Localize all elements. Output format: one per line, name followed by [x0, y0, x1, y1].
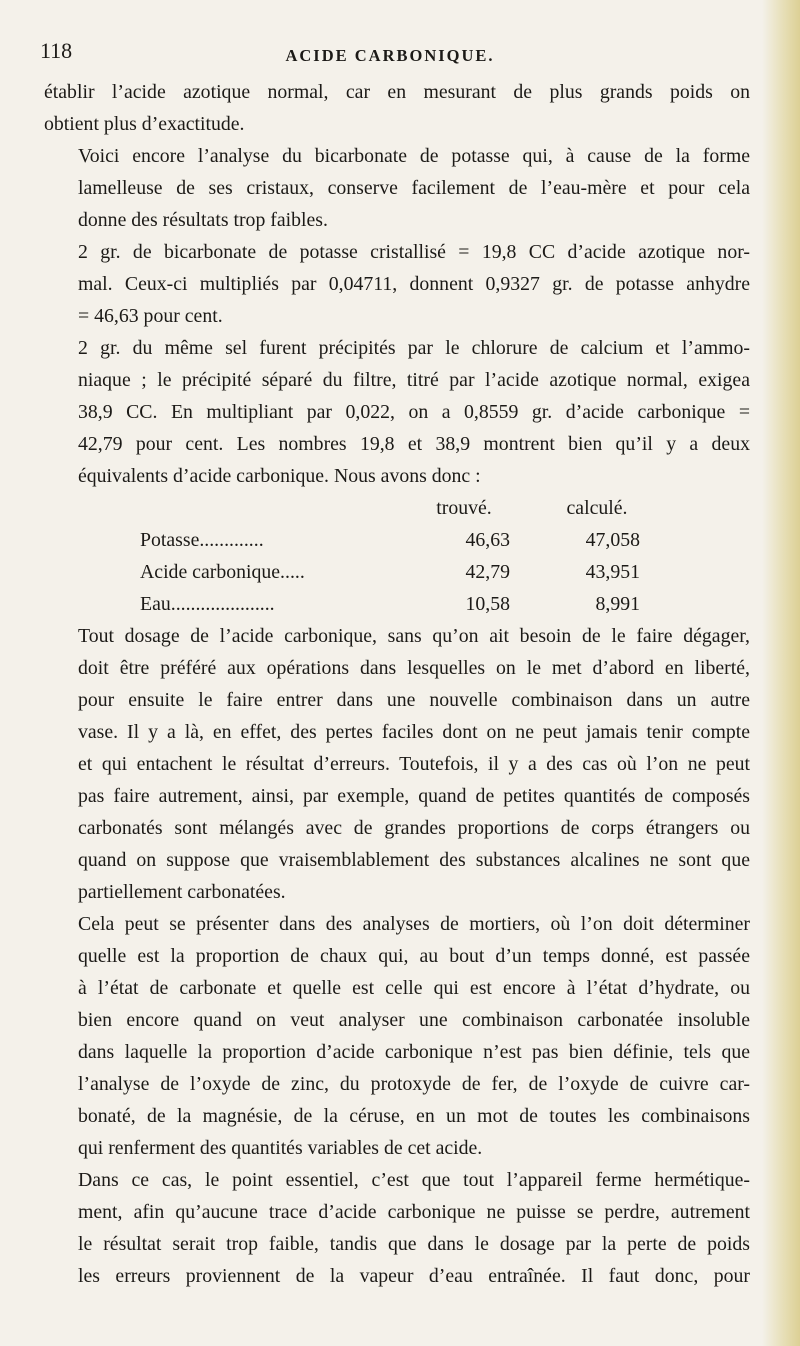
text-line: l’analyse de l’oxyde de zinc, du protoxyde de fer, de l’oxyde de cuivre car-	[78, 1073, 750, 1095]
calculated-value: 43,951	[585, 561, 640, 583]
text-line: Dans ce cas, le point essentiel, c’est que tout l’appareil ferme hermétique-	[78, 1169, 750, 1191]
found-value: 46,63	[465, 529, 510, 551]
paragraph-1	[44, 76, 750, 140]
text-line: donne des résultats trop faibles.	[78, 209, 328, 231]
paragraph-2	[44, 140, 750, 236]
paragraph-6	[44, 908, 750, 1164]
column-found-header: trouvé.	[436, 497, 492, 519]
text-line: 2 gr. de bicarbonate de potasse cristallisé = 19,8 CC d’acide azotique nor-	[78, 241, 750, 263]
page-header	[40, 38, 740, 70]
paragraph-3	[44, 236, 750, 332]
paragraph-4	[44, 332, 750, 492]
text-line: qui renferment des quantités variables de cet acide.	[78, 1137, 483, 1159]
text-line: Cela peut se présenter dans des analyses de mortiers, où l’on doit déterminer	[78, 913, 750, 935]
text-line: Tout dosage de l’acide carbonique, sans qu’on ait besoin de le faire dégager,	[78, 625, 750, 647]
text-line: niaque ; le précipité séparé du filtre, titré par l’acide azotique normal, exigea	[78, 369, 750, 391]
row-label: Acide carbonique.....	[140, 561, 305, 583]
text-line: 42,79 pour cent. Les nombres 19,8 et 38,9 montrent bien qu’il y a deux	[78, 433, 750, 455]
page-edge-shading	[762, 0, 800, 1346]
text-line: quelle est la proportion de chaux qui, au bout d’un temps donné, est passée	[78, 945, 750, 967]
results-table-header	[44, 492, 750, 524]
calculated-value: 8,991	[595, 593, 640, 615]
text-line: 38,9 CC. En multipliant par 0,022, on a 0,8559 gr. d’acide carbonique =	[78, 401, 750, 423]
row-label: Eau.....................	[140, 593, 275, 615]
text-line: établir l’acide azotique normal, car en mesurant de plus grands poids on	[44, 81, 750, 103]
text-line: les erreurs proviennent de la vapeur d’eau entraînée. Il faut donc, pour	[78, 1265, 750, 1287]
body-text	[44, 76, 750, 1292]
text-line: 2 gr. du même sel furent précipités par le chlorure de calcium et l’ammo-	[78, 337, 750, 359]
running-head: ACIDE CARBONIQUE.	[285, 46, 495, 65]
text-line: bien encore quand on veut analyser une combinaison carbonatée insoluble	[78, 1009, 750, 1031]
found-value: 10,58	[465, 593, 510, 615]
text-line: quand on suppose que vraisemblablement des substances alcalines ne sont que	[78, 849, 750, 871]
text-line: à l’état de carbonate et quelle est celle qui est encore à l’état d’hydrate, ou	[78, 977, 750, 999]
text-line: équivalents d’acide carbonique. Nous avons donc :	[78, 465, 481, 487]
text-line: lamelleuse de ses cristaux, conserve facilement de l’eau-mère et pour cela	[78, 177, 750, 199]
text-line: mal. Ceux-ci multipliés par 0,04711, donnent 0,9327 gr. de potasse anhydre	[78, 273, 750, 295]
text-line: = 46,63 pour cent.	[78, 305, 223, 327]
paragraph-5	[44, 620, 750, 908]
text-line: et qui entachent le résultat d’erreurs. Toutefois, il y a des cas où l’on ne peut	[78, 753, 750, 775]
text-line: obtient plus d’exactitude.	[44, 113, 245, 135]
column-calculated-header: calculé.	[566, 497, 628, 519]
text-line: bonaté, de la magnésie, de la céruse, en un mot de toutes les combinaisons	[78, 1105, 750, 1127]
text-line: dans laquelle la proportion d’acide carbonique n’est pas bien définie, tels que	[78, 1041, 750, 1063]
found-value: 42,79	[465, 561, 510, 583]
table-row	[44, 556, 750, 588]
text-line: carbonatés sont mélangés avec de grandes proportions de corps étrangers ou	[78, 817, 750, 839]
calculated-value: 47,058	[585, 529, 640, 551]
text-line: pour ensuite le faire entrer dans une nouvelle combinaison dans un autre	[78, 689, 750, 711]
text-line: ment, afin qu’aucune trace d’acide carbonique ne puisse se perdre, autrement	[78, 1201, 750, 1223]
text-line: pas faire autrement, ainsi, par exemple, quand de petites quantités de composés	[78, 785, 750, 807]
paragraph-7	[44, 1164, 750, 1292]
page-number: 118	[40, 38, 73, 63]
row-label: Potasse.............	[140, 529, 264, 551]
text-line: le résultat serait trop faible, tandis que dans le dosage par la perte de poids	[78, 1233, 750, 1255]
text-line: partiellement carbonatées.	[78, 881, 286, 903]
table-row	[44, 524, 750, 556]
text-line: Voici encore l’analyse du bicarbonate de potasse qui, à cause de la forme	[78, 145, 750, 167]
table-row	[44, 588, 750, 620]
text-line: vase. Il y a là, en effet, des pertes faciles dont on ne peut jamais tenir compte	[78, 721, 750, 743]
text-line: doit être préféré aux opérations dans lesquelles on le met d’abord en liberté,	[78, 657, 750, 679]
